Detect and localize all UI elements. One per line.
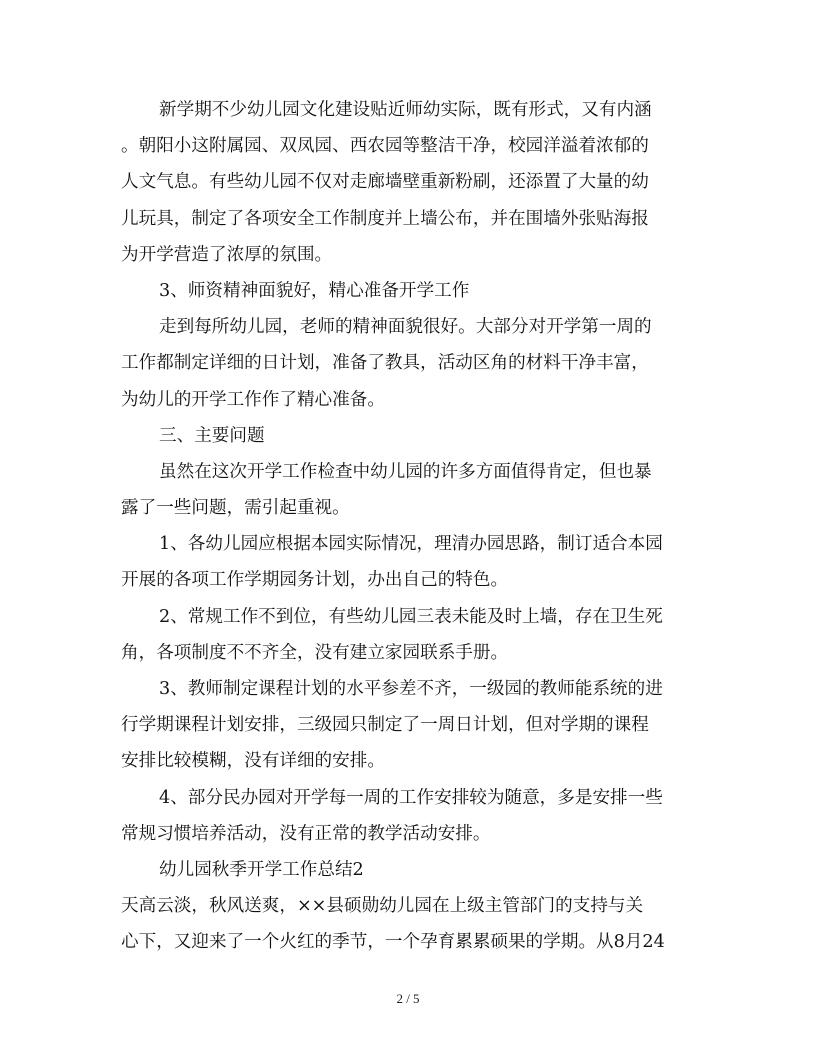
text-line: 1、各幼儿园应根据本园实际情况，理清办园思路，制订适合本园 bbox=[159, 534, 663, 555]
text-line: 角，各项制度不不齐全，没有建立家园联系手册。 bbox=[121, 642, 509, 663]
text-line: 安排比较模糊，没有详细的安排。 bbox=[121, 751, 385, 772]
text-line: 4、部分民办园对开学每一周的工作安排较为随意，多是安排一些 bbox=[159, 787, 663, 808]
text-line: 露了一些问题，需引起重视。 bbox=[121, 498, 350, 519]
text-line: 天高云淡，秋风送爽，××县硕勋幼儿园在上级主管部门的支持与关 bbox=[121, 896, 644, 917]
text-line: 。朝阳小这附属园、双凤园、西农园等整洁干净，校园洋溢着浓郁的 bbox=[121, 136, 649, 157]
text-line: 人文气息。有些幼儿园不仅对走廊墙壁重新粉刷，还添置了大量的幼 bbox=[121, 172, 649, 193]
text-line: 三、主要问题 bbox=[159, 425, 265, 446]
text-line: 2、常规工作不到位，有些幼儿园三表未能及时上墙，存在卫生死 bbox=[159, 606, 663, 627]
page-number: 2 / 5 bbox=[396, 991, 420, 1006]
text-line: 开展的各项工作学期园务计划，办出自己的特色。 bbox=[121, 570, 509, 591]
text-line: 行学期课程计划安排，三级园只制定了一周日计划，但对学期的课程 bbox=[121, 715, 649, 736]
text-line: 虽然在这次开学工作检查中幼儿园的许多方面值得肯定，但也暴 bbox=[159, 461, 652, 482]
text-line: 为开学营造了浓厚的氛围。 bbox=[121, 244, 333, 265]
text-line: 3、师资精神面貌好，精心准备开学工作 bbox=[159, 280, 470, 301]
text-line: 常规习惯培养活动，没有正常的教学活动安排。 bbox=[121, 823, 491, 844]
text-line: 幼儿园秋季开学工作总结2 bbox=[159, 859, 364, 880]
text-line: 新学期不少幼儿园文化建设贴近师幼实际，既有形式，又有内涵 bbox=[159, 100, 652, 120]
text-line: 走到每所幼儿园，老师的精神面貌很好。大部分对开学第一周的 bbox=[159, 317, 652, 338]
text-line: 工作都制定详细的日计划，准备了教具，活动区角的材料干净丰富， bbox=[121, 353, 649, 374]
text-line: 心下，又迎来了一个火红的季节，一个孕育累累硕果的学期。从8月24 bbox=[121, 932, 665, 953]
text-line: 3、教师制定课程计划的水平参差不齐，一级园的教师能系统的进 bbox=[159, 679, 663, 699]
document-body bbox=[121, 92, 695, 961]
text-line: 儿玩具，制定了各项安全工作制度并上墙公布，并在围墙外张贴海报 bbox=[121, 208, 649, 229]
text-line: 为幼儿的开学工作作了精心准备。 bbox=[121, 389, 385, 410]
